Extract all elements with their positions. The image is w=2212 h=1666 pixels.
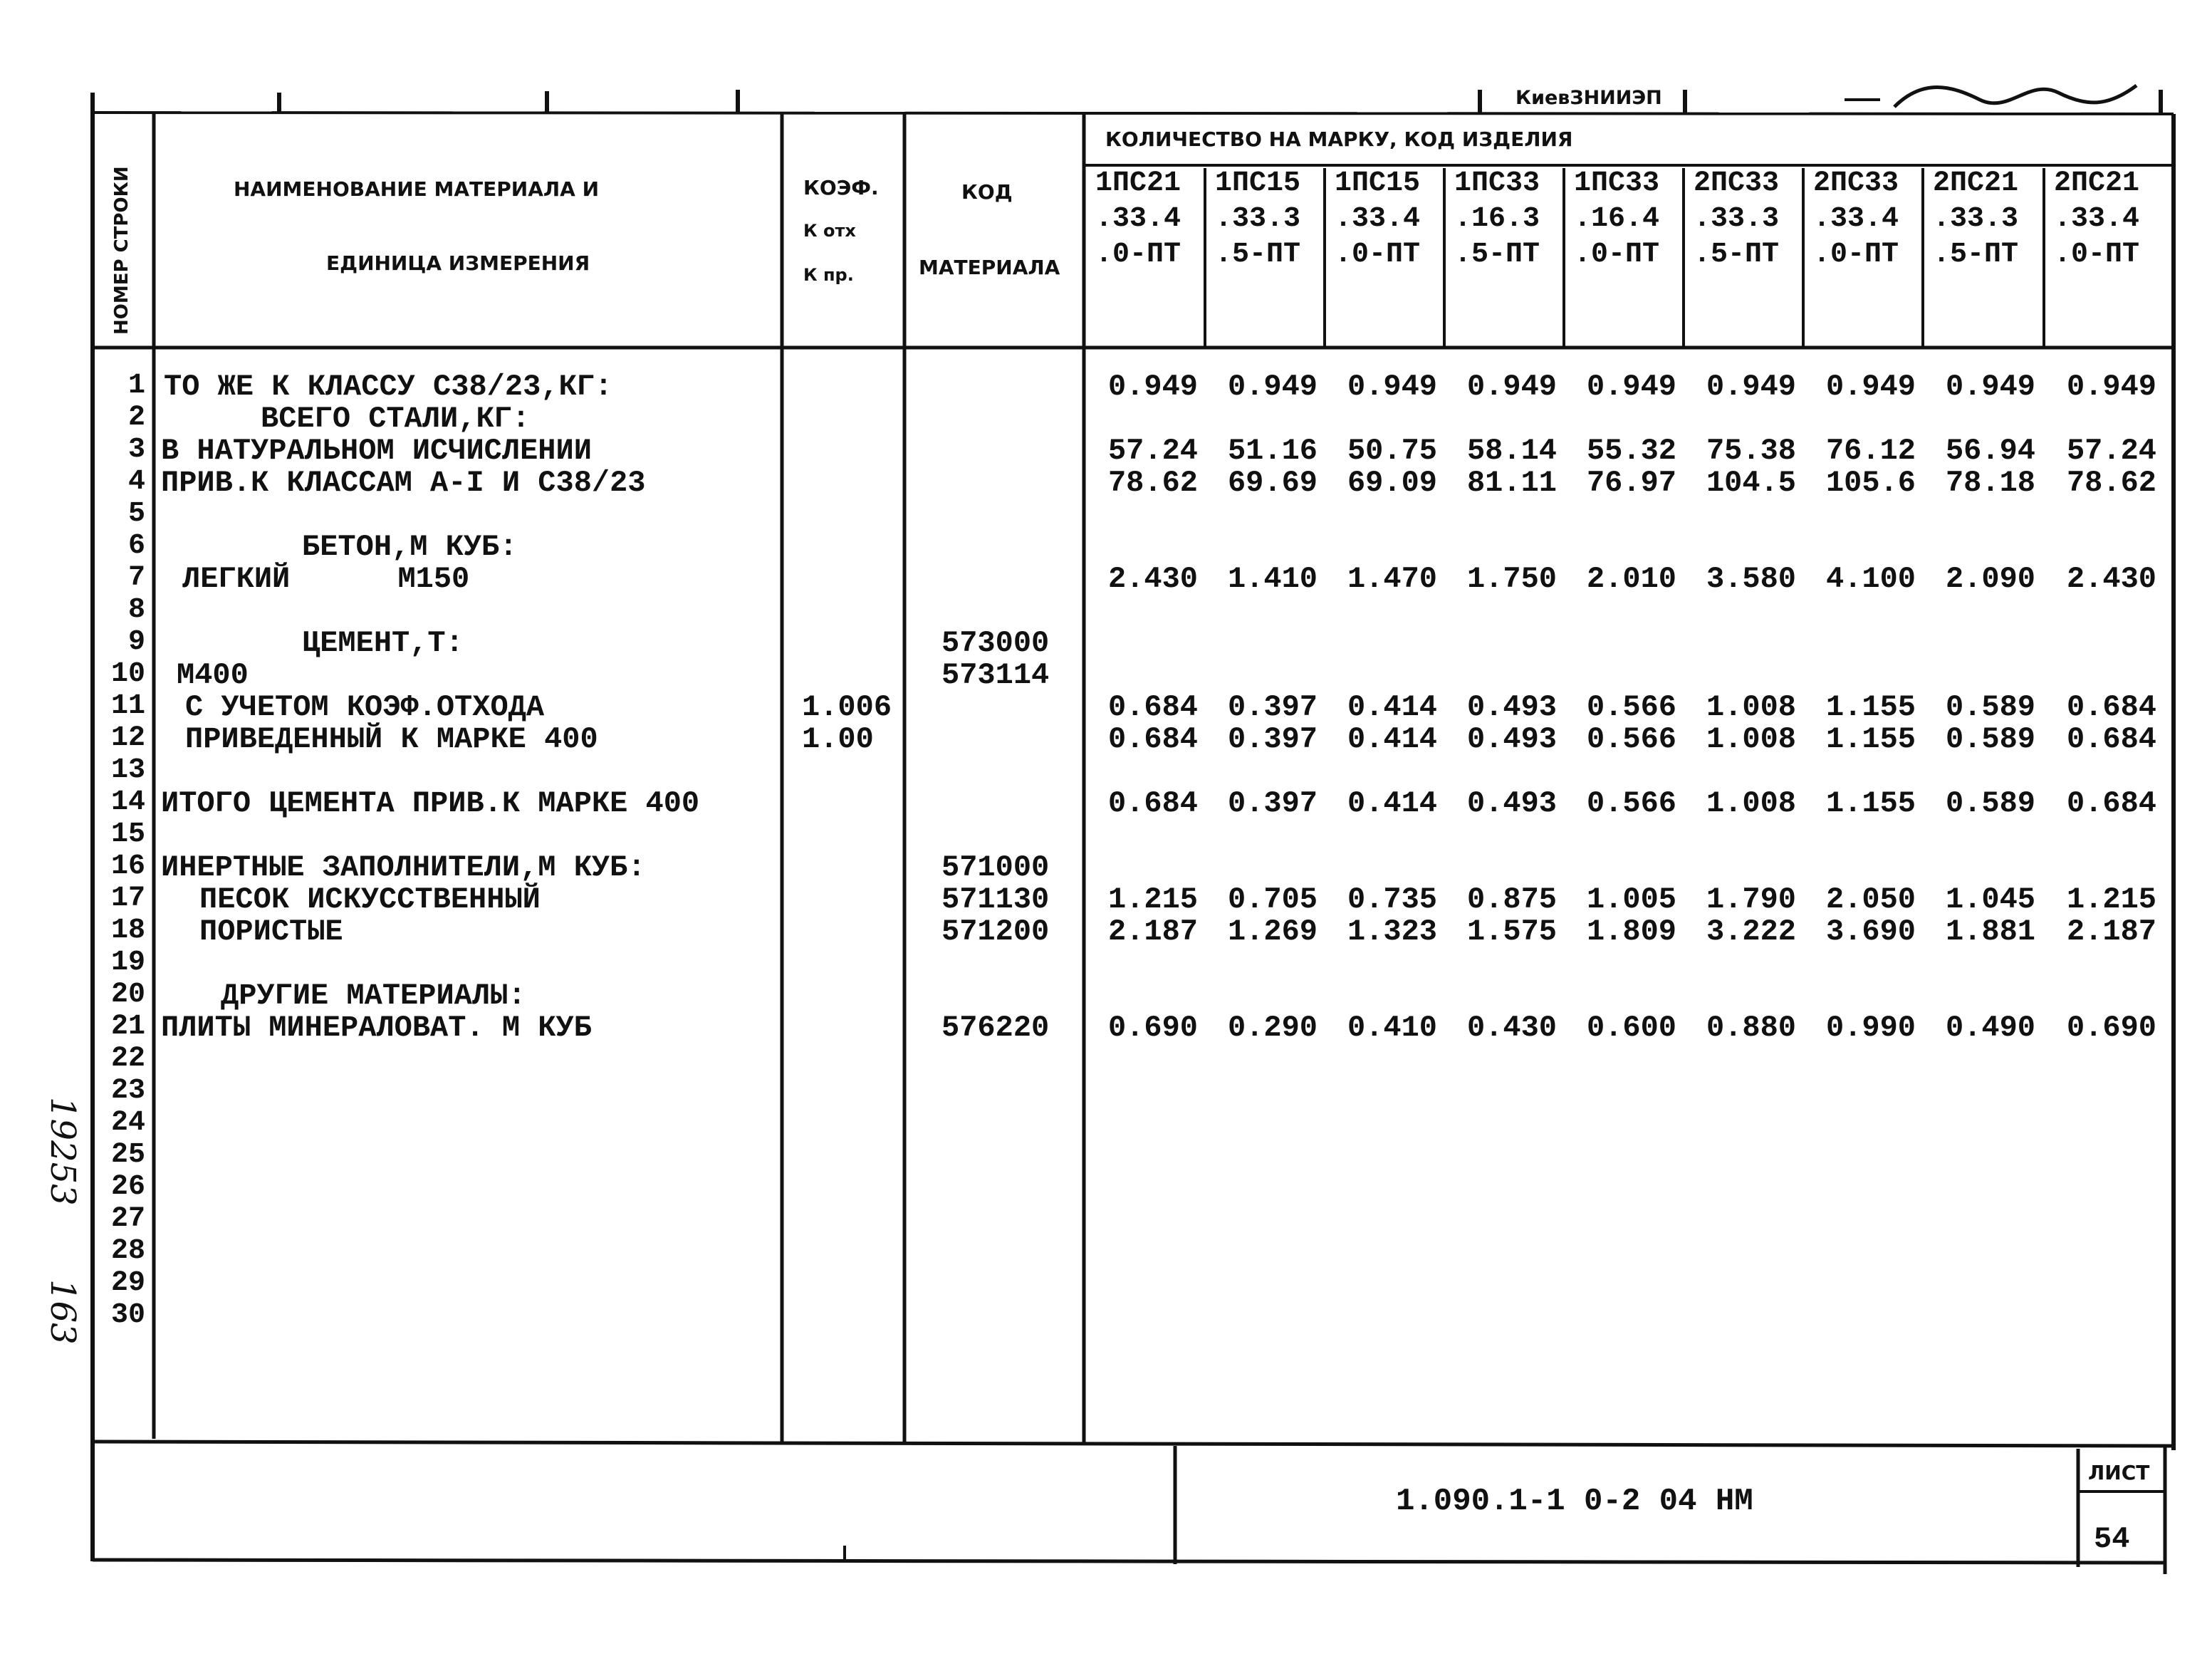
row-number: 8 (127, 594, 145, 626)
row-number: 26 (110, 1171, 145, 1203)
material-name: ПРИВЕДЕННЫЙ К МАРКЕ 400 (185, 722, 598, 756)
quantity-cell: 1.410 (1227, 562, 1318, 596)
product-code-l3: .0-ПТ (1335, 239, 1421, 271)
product-code-l3: .0-ПТ (2054, 239, 2140, 271)
material-name: ТО ЖЕ К КЛАССУ С38/23,КГ: (164, 370, 613, 404)
material-code: 571130 (941, 883, 1050, 917)
k-pr-label: К пр. (803, 265, 854, 285)
quantity-cell: 2.010 (1586, 562, 1676, 596)
quantity-cell: 3.580 (1706, 562, 1796, 596)
row-number: 15 (110, 818, 145, 850)
quantity-cell: 1.155 (1825, 786, 1916, 821)
quantity-cell: 1.323 (1347, 915, 1437, 949)
row-number: 27 (110, 1203, 145, 1235)
quantity-cell: 0.414 (1347, 690, 1437, 724)
row-number: 7 (127, 562, 145, 594)
product-code-l1: 2ПС21 (2054, 167, 2140, 199)
row-number: 21 (110, 1011, 145, 1043)
row-number: 24 (110, 1107, 145, 1139)
waste-coefficient: 1.00 (802, 722, 874, 756)
material-code: 573114 (941, 658, 1050, 692)
row-number: 11 (110, 690, 145, 722)
code-header-line2: МАТЕРИАЛА (919, 256, 1060, 279)
top-org-label: КиевЗНИИЭП (1515, 87, 1662, 109)
material-header-line1: НАИМЕНОВАНИЕ МАТЕРИАЛА И (234, 177, 600, 201)
quantity-cell: 0.949 (1227, 370, 1318, 404)
quantity-cell: 81.11 (1466, 466, 1557, 500)
quantity-cell: 1.155 (1825, 690, 1916, 724)
quantity-cell: 1.045 (1945, 883, 2035, 917)
quantity-cell: 58.14 (1466, 434, 1557, 468)
row-number: 14 (110, 786, 145, 818)
row-number: 12 (110, 722, 145, 754)
sheet-label: ЛИСТ (2088, 1461, 2150, 1484)
product-code-l2: .33.4 (1095, 203, 1181, 235)
waste-coefficient: 1.006 (802, 690, 892, 724)
product-code-l1: 2ПС21 (1933, 167, 2019, 199)
material-name: М400 (177, 658, 249, 692)
product-code-l3: .0-ПТ (1813, 239, 1899, 271)
quantity-cell: 0.600 (1586, 1011, 1676, 1045)
code-header-line1: КОД (961, 180, 1013, 204)
quantity-cell: 0.397 (1227, 690, 1318, 724)
quantity-cell: 51.16 (1227, 434, 1318, 468)
material-name: ЦЕМЕНТ,Т: (302, 626, 464, 660)
material-name: ПОРИСТЫЕ (199, 915, 343, 949)
product-code-l1: 1ПС15 (1335, 167, 1421, 199)
quantity-cell: 0.493 (1466, 786, 1557, 821)
quantity-cell: 1.575 (1466, 915, 1557, 949)
quantity-cell: 0.684 (2066, 722, 2156, 756)
material-name: ИТОГО ЦЕМЕНТА ПРИВ.К МАРКЕ 400 (161, 786, 700, 821)
quantity-cell: 0.705 (1227, 883, 1318, 917)
material-name: ИНЕРТНЫЕ ЗАПОЛНИТЕЛИ,М КУБ: (161, 850, 646, 885)
row-number: 29 (110, 1267, 145, 1299)
quantity-cell: 0.949 (1945, 370, 2035, 404)
quantity-cell: 1.008 (1706, 690, 1796, 724)
quantity-cell: 0.397 (1227, 786, 1318, 821)
row-number: 30 (110, 1299, 145, 1331)
quantity-cell: 78.62 (1107, 466, 1198, 500)
quantity-cell: 1.215 (2066, 883, 2156, 917)
quantity-cell: 4.100 (1825, 562, 1916, 596)
material-name: В НАТУРАЛЬНОМ ИСЧИСЛЕНИИ (161, 434, 592, 468)
quantity-cell: 2.430 (1107, 562, 1198, 596)
material-name: ПРИВ.К КЛАССАМ А-I И С38/23 (161, 466, 646, 500)
quantity-cell: 69.09 (1347, 466, 1437, 500)
product-code-l1: 1ПС33 (1454, 167, 1540, 199)
product-code-l1: 1ПС15 (1215, 167, 1301, 199)
quantity-cell: 0.880 (1706, 1011, 1796, 1045)
material-code: 573000 (941, 626, 1050, 660)
quantity-cell: 0.684 (1107, 786, 1198, 821)
row-number: 9 (127, 626, 145, 658)
row-number: 5 (127, 498, 145, 530)
quantity-cell: 0.414 (1347, 786, 1437, 821)
material-name: ПЕСОК ИСКУССТВЕННЫЙ (199, 883, 541, 917)
product-code-l3: .0-ПТ (1574, 239, 1660, 271)
quantity-cell: 69.69 (1227, 466, 1318, 500)
quantity-cell: 1.269 (1227, 915, 1318, 949)
product-code-l3: .0-ПТ (1095, 239, 1181, 271)
koef-header: КОЭФ. (803, 176, 879, 199)
product-code-l2: .16.4 (1574, 203, 1660, 235)
quantity-cell: 78.18 (1945, 466, 2035, 500)
material-code: 576220 (941, 1011, 1050, 1045)
quantity-cell: 75.38 (1706, 434, 1796, 468)
quantity-cell: 0.690 (1107, 1011, 1198, 1045)
quantity-cell: 0.690 (2066, 1011, 2156, 1045)
product-code-l2: .33.3 (1215, 203, 1301, 235)
k-otkh-label: К отх (803, 221, 856, 241)
quantity-cell: 0.589 (1945, 722, 2035, 756)
quantity-cell: 1.790 (1706, 883, 1796, 917)
quantity-cell: 0.735 (1347, 883, 1437, 917)
quantity-cell: 50.75 (1347, 434, 1437, 468)
quantity-cell: 104.5 (1706, 466, 1796, 500)
product-code-l1: 2ПС33 (1694, 167, 1780, 199)
quantity-cell: 3.690 (1825, 915, 1916, 949)
product-code-l2: .33.4 (2054, 203, 2140, 235)
quantity-cell: 1.005 (1586, 883, 1676, 917)
quantity-cell: 3.222 (1706, 915, 1796, 949)
row-number: 20 (110, 979, 145, 1011)
quantity-cell: 0.490 (1945, 1011, 2035, 1045)
material-code: 571200 (941, 915, 1050, 949)
product-code-l1: 1ПС21 (1095, 167, 1181, 199)
quantity-cell: 2.187 (2066, 915, 2156, 949)
quantity-cell: 2.050 (1825, 883, 1916, 917)
product-code-l2: .33.4 (1335, 203, 1421, 235)
quantity-cell: 0.566 (1586, 786, 1676, 821)
quantity-cell: 0.684 (1107, 690, 1198, 724)
quantity-cell: 76.12 (1825, 434, 1916, 468)
quantity-cell: 105.6 (1825, 466, 1916, 500)
quantity-cell: 0.430 (1466, 1011, 1557, 1045)
row-number: 16 (110, 850, 145, 883)
quantity-cell: 1.750 (1466, 562, 1557, 596)
material-name: С УЧЕТОМ КОЭФ.ОТХОДА (185, 690, 545, 724)
row-number: 2 (127, 402, 145, 434)
quantity-header: КОЛИЧЕСТВО НА МАРКУ, КОД ИЗДЕЛИЯ (1105, 127, 1573, 151)
row-number: 22 (110, 1043, 145, 1075)
page-number-note: 163 (43, 1279, 83, 1345)
quantity-cell: 78.62 (2066, 466, 2156, 500)
quantity-cell: 0.397 (1227, 722, 1318, 756)
quantity-cell: 0.875 (1466, 883, 1557, 917)
sheet-number: 54 (2094, 1522, 2130, 1556)
product-code-l3: .5-ПТ (1215, 239, 1301, 271)
quantity-cell: 1.008 (1706, 786, 1796, 821)
product-code-l1: 1ПС33 (1574, 167, 1660, 199)
row-number: 1 (127, 370, 145, 402)
product-code-l1: 2ПС33 (1813, 167, 1899, 199)
quantity-cell: 0.949 (1586, 370, 1676, 404)
quantity-cell: 0.566 (1586, 690, 1676, 724)
quantity-cell: 0.589 (1945, 690, 2035, 724)
row-number: 13 (110, 754, 145, 786)
row-number: 17 (110, 883, 145, 915)
row-number: 18 (110, 915, 145, 947)
quantity-cell: 0.684 (2066, 786, 2156, 821)
quantity-cell: 1.881 (1945, 915, 2035, 949)
row-number: 4 (127, 466, 145, 498)
quantity-cell: 0.949 (1107, 370, 1198, 404)
quantity-cell: 0.684 (2066, 690, 2156, 724)
quantity-cell: 2.430 (2066, 562, 2156, 596)
material-name: ВСЕГО СТАЛИ,КГ: (261, 402, 531, 436)
material-name: ПЛИТЫ МИНЕРАЛОВАТ. М КУБ (161, 1011, 592, 1045)
product-code-l3: .5-ПТ (1933, 239, 2019, 271)
quantity-cell: 0.949 (2066, 370, 2156, 404)
row-number: 28 (110, 1235, 145, 1267)
quantity-cell: 2.090 (1945, 562, 2035, 596)
quantity-cell: 57.24 (2066, 434, 2156, 468)
row-number: 3 (127, 434, 145, 466)
row-number: 10 (110, 658, 145, 690)
product-code-l2: .33.4 (1813, 203, 1899, 235)
quantity-cell: 0.990 (1825, 1011, 1916, 1045)
row-number: 6 (127, 530, 145, 562)
quantity-cell: 55.32 (1586, 434, 1676, 468)
quantity-cell: 76.97 (1586, 466, 1676, 500)
material-header-line2: ЕДИНИЦА ИЗМЕРЕНИЯ (326, 251, 590, 275)
quantity-cell: 1.470 (1347, 562, 1437, 596)
material-name: ДРУГИЕ МАТЕРИАЛЫ: (221, 979, 526, 1013)
quantity-cell: 2.187 (1107, 915, 1198, 949)
quantity-cell: 1.215 (1107, 883, 1198, 917)
product-code-l2: .33.3 (1694, 203, 1780, 235)
row-number: 19 (110, 947, 145, 979)
quantity-cell: 0.949 (1347, 370, 1437, 404)
document-code: 1.090.1-1 0-2 04 НМ (1396, 1484, 1753, 1519)
quantity-cell: 1.809 (1586, 915, 1676, 949)
product-code-l3: .5-ПТ (1694, 239, 1780, 271)
quantity-cell: 0.410 (1347, 1011, 1437, 1045)
quantity-cell: 0.493 (1466, 690, 1557, 724)
quantity-cell: 0.414 (1347, 722, 1437, 756)
row-number: 23 (110, 1075, 145, 1107)
material-name: ЛЕГКИЙ М150 (182, 562, 470, 596)
quantity-cell: 0.949 (1466, 370, 1557, 404)
quantity-cell: 0.949 (1706, 370, 1796, 404)
quantity-cell: 1.155 (1825, 722, 1916, 756)
quantity-cell: 0.566 (1586, 722, 1676, 756)
quantity-cell: 57.24 (1107, 434, 1198, 468)
product-code-l2: .33.3 (1933, 203, 2019, 235)
quantity-cell: 0.589 (1945, 786, 2035, 821)
quantity-cell: 56.94 (1945, 434, 2035, 468)
quantity-cell: 0.684 (1107, 722, 1198, 756)
product-code-l3: .5-ПТ (1454, 239, 1540, 271)
quantity-cell: 1.008 (1706, 722, 1796, 756)
row-number-header: НОМЕР СТРОКИ (111, 166, 132, 335)
quantity-cell: 0.493 (1466, 722, 1557, 756)
quantity-cell: 0.290 (1227, 1011, 1318, 1045)
material-name: БЕТОН,М КУБ: (302, 530, 518, 564)
material-code: 571000 (941, 850, 1050, 885)
inventory-number-note: 19253 (43, 1097, 83, 1206)
row-number: 25 (110, 1139, 145, 1171)
quantity-cell: 0.949 (1825, 370, 1916, 404)
product-code-l2: .16.3 (1454, 203, 1540, 235)
